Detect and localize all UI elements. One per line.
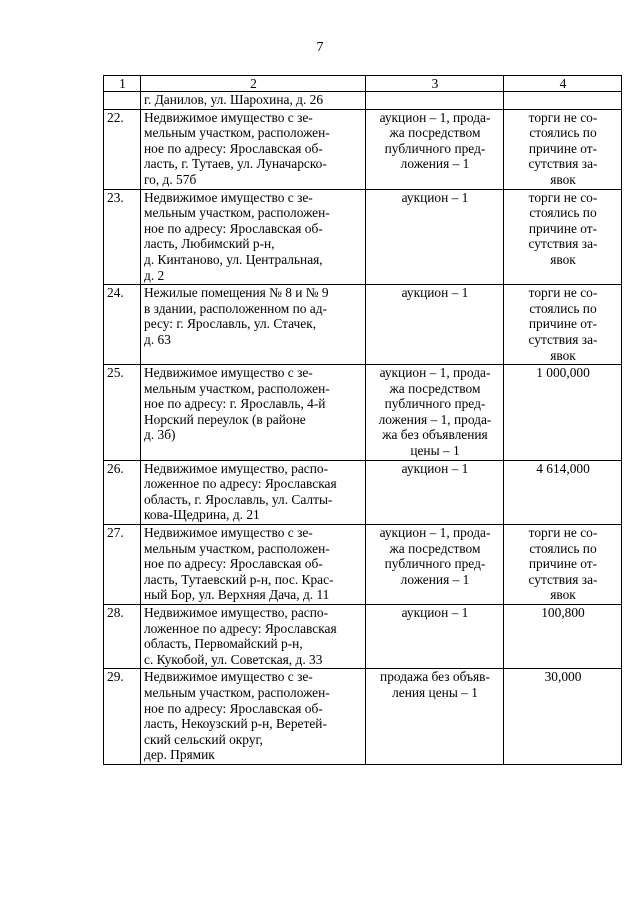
cell-sale-method-line: ложения – 1 [400, 156, 470, 172]
cell-sale-method-line: публичного пред- [384, 556, 486, 572]
cell-description-line: мельным участком, расположен- [144, 684, 330, 700]
table-row [104, 285, 622, 365]
cell-sale-method-line: аукцион – 1, прода- [379, 525, 491, 541]
cell-description [141, 365, 366, 461]
cell-description-line: мельным участком, расположен- [144, 125, 330, 141]
cell-description-line: с. Кукобой, ул. Советская, д. 33 [144, 651, 323, 667]
cell-description-line: область, Первомайский р-н, [144, 636, 303, 652]
page-number: 7 [316, 40, 324, 55]
cell-result-line: причине от- [528, 556, 598, 572]
cell-description-line: д. 63 [144, 331, 171, 347]
cell-result-line: сутствия за- [528, 331, 598, 347]
cell-description-line: го, д. 57б [144, 171, 197, 187]
cell-row-number: 25. [104, 365, 141, 461]
cell-description [141, 285, 366, 365]
cell-sale-method-line: аукцион – 1 [401, 285, 469, 301]
cell-sale-method-line: цены – 1 [410, 443, 460, 459]
table-row [104, 109, 622, 189]
cell-description-line: ное по адресу: г. Ярославль, 4-й [144, 396, 326, 412]
cell-sale-method-line: публичного пред- [384, 140, 486, 156]
cell-sale-method [366, 109, 504, 189]
cell-description-line: Недвижимое имущество, распо- [144, 460, 329, 476]
cell-description-line: Недвижимое имущество с зе- [144, 365, 313, 381]
cell-result [504, 365, 622, 461]
cell-row-number: 27. [104, 525, 141, 605]
cell-result-line: стоялись по [529, 540, 597, 556]
cell-description-line: ский сельский округ, [144, 731, 263, 747]
cell-sale-method [366, 285, 504, 365]
cell-sale-method-line: аукцион – 1 [401, 605, 469, 620]
cell-result-line: стоялись по [529, 125, 597, 141]
cell-result [504, 92, 622, 110]
cell-sale-method [366, 189, 504, 285]
cell-sale-method-line: ления цены – 1 [392, 684, 478, 700]
cell-sale-method-line: продажа без объяв- [380, 669, 490, 685]
cell-sale-method-line: ложения – 1, прода- [378, 411, 492, 427]
cell-description-line: Недвижимое имущество с зе- [144, 109, 313, 125]
cell-description-line: ный Бор, ул. Верхняя Дача, д. 11 [144, 587, 330, 603]
cell-sale-method [366, 669, 504, 765]
cell-row-number: 29. [104, 669, 141, 765]
cell-result-line: торги не со- [528, 285, 598, 301]
table-row [104, 605, 622, 669]
cell-result [504, 189, 622, 285]
cell-sale-method [366, 92, 504, 110]
header-row [104, 76, 622, 92]
cell-row-number: 28. [104, 605, 141, 669]
cell-description-line: область, г. Ярославль, ул. Салты- [144, 491, 333, 507]
cell-row-number: 24. [104, 285, 141, 365]
column-header-2: 2 [141, 76, 366, 92]
cell-result-line: сутствия за- [528, 236, 598, 252]
cell-sale-method-line: жа посредством [389, 380, 481, 396]
cell-sale-method-line: аукцион – 1 [401, 460, 469, 476]
cell-description-line: ласть, Тутаевский р-н, пос. Крас- [144, 571, 334, 587]
cell-sale-method-line: аукцион – 1 [401, 189, 469, 205]
cell-sale-method-line: ложения – 1 [400, 571, 470, 587]
cell-result-line: стоялись по [529, 300, 597, 316]
cell-description-line: д. 3б) [144, 427, 176, 443]
table-row [104, 669, 622, 765]
cell-sale-method-line: аукцион – 1, прода- [379, 365, 491, 381]
cell-description-line: ное по адресу: Ярославская об- [144, 700, 323, 716]
table-row [104, 189, 622, 285]
cell-description-line: Недвижимое имущество с зе- [144, 525, 313, 541]
cell-result [504, 109, 622, 189]
cell-result-line: 1 000,000 [536, 365, 590, 381]
cell-description-line: Норский переулок (в районе [144, 411, 306, 427]
cell-result-line: явок [550, 347, 576, 363]
table-row [104, 365, 622, 461]
cell-description-line: д. Кинтаново, ул. Центральная, [144, 251, 323, 267]
table-body [104, 76, 622, 765]
cell-result [504, 460, 622, 524]
cell-sale-method-line: публичного пред- [384, 396, 486, 412]
sales-table [103, 75, 622, 765]
cell-description-line: Недвижимое имущество, распо- [144, 605, 329, 620]
cell-description-line: ресу: г. Ярославль, ул. Стачек, [144, 316, 317, 332]
cell-description-line: ложенное по адресу: Ярославская [144, 620, 337, 636]
cell-result-line: торги не со- [528, 189, 598, 205]
cell-sale-method-line: аукцион – 1, прода- [379, 109, 491, 125]
cell-description [141, 605, 366, 669]
table-row [104, 460, 622, 524]
cell-row-number [104, 92, 141, 110]
cell-result-line: явок [550, 587, 576, 603]
column-header-1: 1 [104, 76, 141, 92]
cell-result [504, 669, 622, 765]
cell-result-line: сутствия за- [528, 571, 598, 587]
cell-result-line: стоялись по [529, 205, 597, 221]
cell-result-line: 100,800 [541, 605, 585, 620]
cell-description-line: ное по адресу: Ярославская об- [144, 556, 323, 572]
cell-result-line: явок [550, 171, 576, 187]
column-header-4: 4 [504, 76, 622, 92]
cell-description-line: ложенное по адресу: Ярославская [144, 476, 337, 492]
cell-description-line: ласть, г. Тутаев, ул. Луначарско- [144, 156, 327, 172]
cell-description-line: мельным участком, расположен- [144, 380, 330, 396]
cell-sale-method-line: жа без объявления [382, 427, 488, 443]
cell-description [141, 669, 366, 765]
cell-sale-method-line: жа посредством [389, 540, 481, 556]
cell-description-line: ное по адресу: Ярославская об- [144, 140, 323, 156]
cell-result-line: торги не со- [528, 525, 598, 541]
cell-description-line: Недвижимое имущество с зе- [144, 189, 313, 205]
cell-sale-method [366, 605, 504, 669]
cell-description-line: в здании, расположенном по ад- [144, 300, 328, 316]
cell-description-line: ласть, Некоузский р-н, Веретей- [144, 716, 327, 732]
column-header-3: 3 [366, 76, 504, 92]
cell-description [141, 92, 366, 110]
cell-sale-method [366, 365, 504, 461]
cell-description [141, 460, 366, 524]
cell-description-line: кова-Щедрина, д. 21 [144, 507, 260, 523]
cell-result-line: явок [550, 251, 576, 267]
cell-sale-method [366, 525, 504, 605]
cell-description-line: дер. Прямик [144, 747, 215, 763]
table-row [104, 525, 622, 605]
cell-row-number: 23. [104, 189, 141, 285]
cell-description [141, 109, 366, 189]
cell-description-line: ласть, Любимский р-н, [144, 236, 275, 252]
cell-result-line: причине от- [528, 316, 598, 332]
cell-description-line: Недвижимое имущество с зе- [144, 669, 313, 685]
cell-sale-method-line: жа посредством [389, 125, 481, 141]
cell-result [504, 285, 622, 365]
cell-result [504, 605, 622, 669]
table-row [104, 92, 622, 110]
cell-result-line: причине от- [528, 140, 598, 156]
cell-result-line: сутствия за- [528, 156, 598, 172]
cell-description-line: д. 2 [144, 267, 165, 283]
cell-result-line: 30,000 [544, 669, 582, 685]
cell-description-line: ное по адресу: Ярославская об- [144, 220, 323, 236]
cell-description-line: мельным участком, расположен- [144, 205, 330, 221]
cell-description-line: г. Данилов, ул. Шарохина, д. 26 [144, 92, 324, 107]
cell-row-number: 26. [104, 460, 141, 524]
cell-result-line: торги не со- [528, 109, 598, 125]
cell-description-line: мельным участком, расположен- [144, 540, 330, 556]
cell-result-line: причине от- [528, 220, 598, 236]
cell-description-line: Нежилые помещения № 8 и № 9 [144, 285, 329, 301]
cell-row-number: 22. [104, 109, 141, 189]
cell-result [504, 525, 622, 605]
cell-description [141, 189, 366, 285]
cell-result-line: 4 614,000 [536, 460, 590, 476]
cell-description [141, 525, 366, 605]
cell-sale-method [366, 460, 504, 524]
